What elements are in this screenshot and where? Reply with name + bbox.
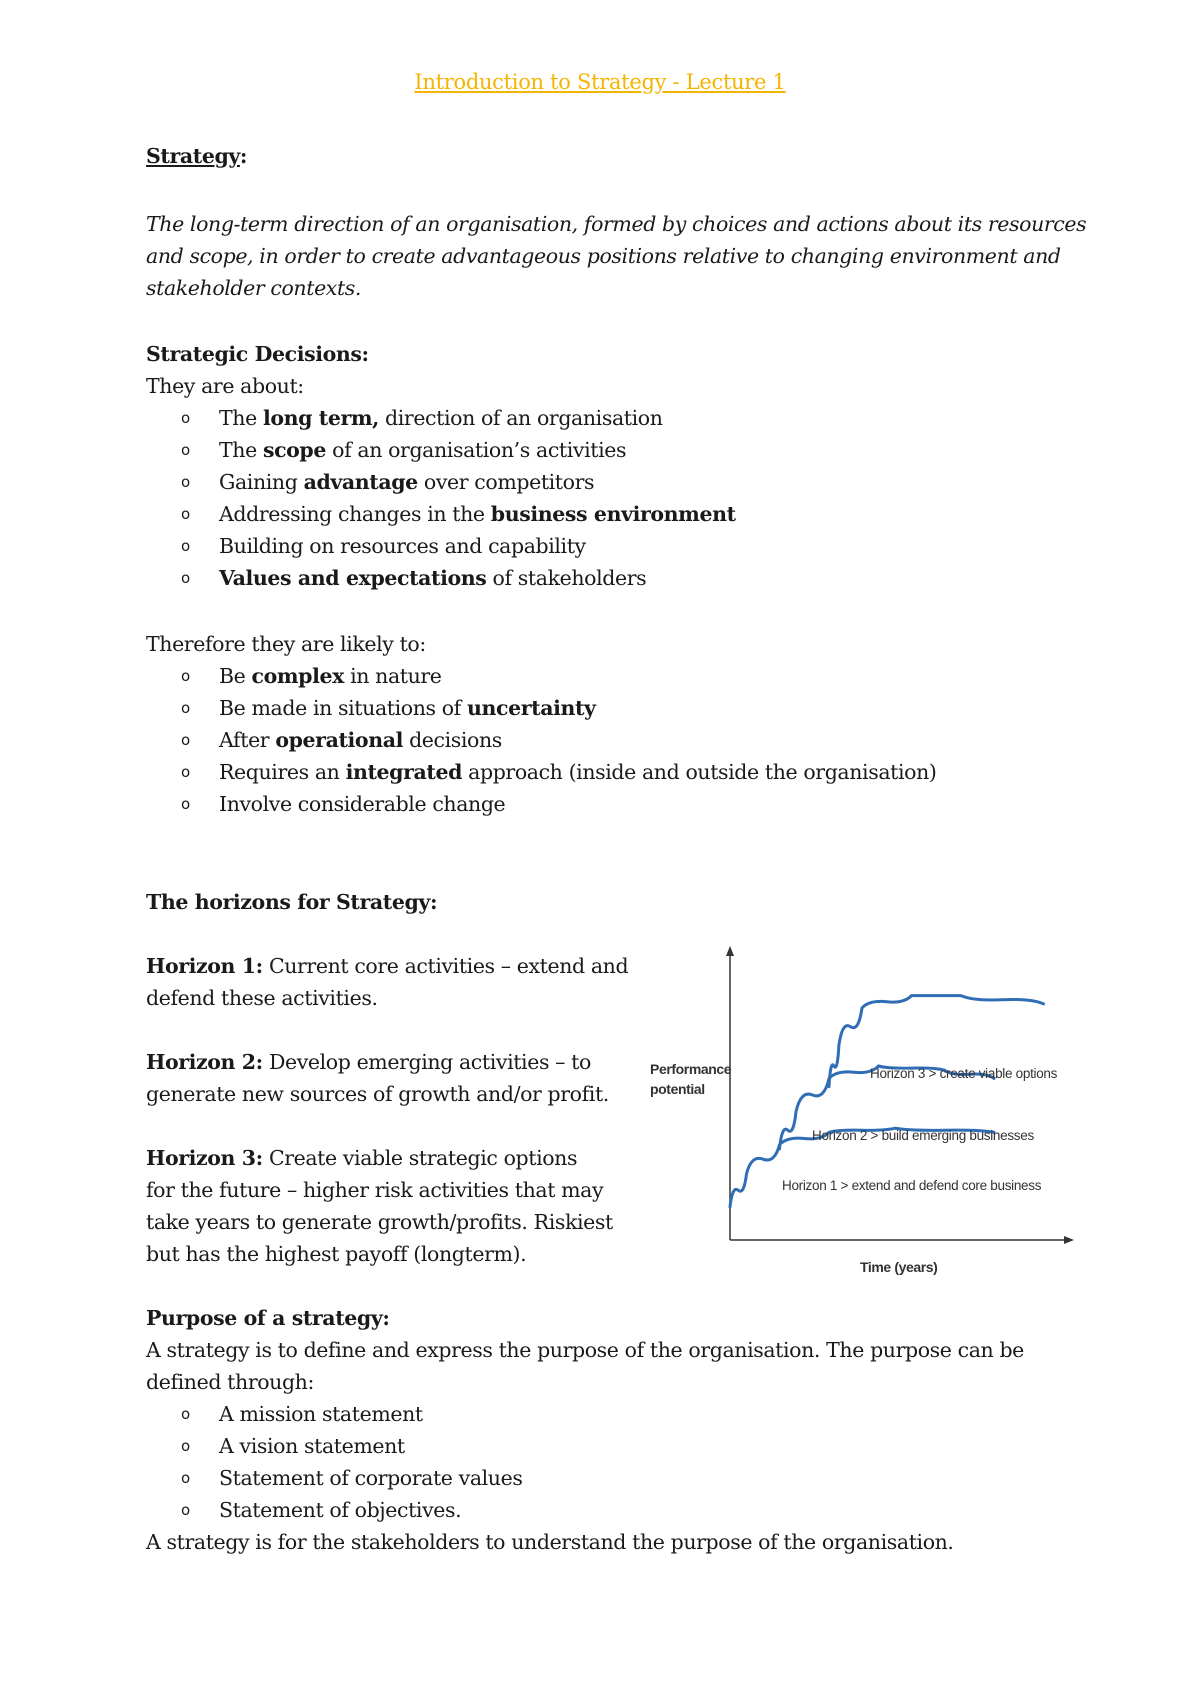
- list-item: [181, 530, 586, 562]
- decisions-heading: Strategic Decisions:: [146, 342, 369, 366]
- chart-series: [730, 996, 1044, 1207]
- bullet-icon: o: [181, 667, 190, 685]
- list-item-post: of stakeholders: [486, 566, 647, 590]
- bullet-icon: o: [181, 763, 190, 781]
- list-item-pre: Requires an: [219, 760, 346, 784]
- likely-intro: Therefore they are likely to:: [146, 632, 426, 656]
- bullet-icon: o: [181, 1469, 190, 1487]
- list-item: [181, 498, 736, 530]
- list-item-pre: Gaining: [219, 470, 304, 494]
- y-axis-label: potential: [650, 1081, 705, 1097]
- horizon-1-label: Horizon 1:: [146, 954, 263, 978]
- strategy-heading-text: Strategy: [146, 144, 240, 168]
- list-item: [181, 788, 505, 820]
- horizon-1-text: Current core activities – extend and: [262, 954, 629, 978]
- purpose-heading: Purpose of a strategy:: [146, 1306, 390, 1330]
- horizons-chart: [640, 940, 1080, 1280]
- bullet-icon: o: [181, 699, 190, 717]
- list-item: [181, 402, 663, 434]
- bullet-icon: o: [181, 409, 190, 427]
- list-item-bold: operational: [275, 728, 403, 752]
- horizons-heading: The horizons for Strategy:: [146, 890, 438, 914]
- horizon-3-line-1: [146, 1142, 577, 1174]
- list-item: [181, 660, 442, 692]
- bullet-icon: o: [181, 537, 190, 555]
- list-item-post: decisions: [402, 728, 502, 752]
- list-item-bold: uncertainty: [466, 696, 596, 720]
- horizon-3-label: Horizon 3:: [146, 1146, 263, 1170]
- list-item-bold: business environment: [490, 502, 736, 526]
- x-axis-label: Time (years): [860, 1259, 938, 1275]
- series-label: Horizon 2 > build emerging businesses: [812, 1128, 1034, 1143]
- list-item-text: A mission statement: [219, 1402, 423, 1426]
- bullet-icon: o: [181, 505, 190, 523]
- x-axis-arrow-icon: [1064, 1236, 1074, 1244]
- list-item-pre: Addressing changes in the: [219, 502, 491, 526]
- list-item-pre: Building on resources and capability: [219, 534, 586, 558]
- list-item-pre: After: [219, 728, 276, 752]
- y-axis-arrow-icon: [726, 946, 734, 956]
- list-item-post: in nature: [343, 664, 442, 688]
- list-item-bold: complex: [251, 664, 344, 688]
- horizon-3-text: Create viable strategic options: [262, 1146, 578, 1170]
- bullet-icon: o: [181, 731, 190, 749]
- horizon-2-text: Develop emerging activities – to: [262, 1050, 591, 1074]
- series-label: Horizon 3 > create viable options: [870, 1066, 1058, 1081]
- bullet-icon: o: [181, 1437, 190, 1455]
- list-item-bold: Values and expectations: [219, 566, 487, 590]
- chart-labels: [650, 1061, 1058, 1275]
- strategy-definition-line-1: The long-term direction of an organisation, formed by choices and actions about its resources: [146, 212, 1087, 236]
- purpose-line-1: A strategy is to define and express the purpose of the organisation. The purpose can be: [146, 1338, 1024, 1362]
- horizon-1-line-1: [146, 950, 628, 982]
- list-item-pre: Be made in situations of: [219, 696, 467, 720]
- horizon-2-line-1: [146, 1046, 591, 1078]
- list-item: [181, 466, 594, 498]
- bullet-icon: o: [181, 441, 190, 459]
- strategy-heading-colon: :: [239, 144, 248, 168]
- bullet-icon: o: [181, 1405, 190, 1423]
- list-item-text: A vision statement: [219, 1434, 405, 1458]
- purpose-closing: A strategy is for the stakeholders to understand the purpose of the organisation.: [146, 1530, 954, 1554]
- strategy-definition-line-3: stakeholder contexts.: [146, 276, 362, 300]
- bullet-icon: o: [181, 1501, 190, 1519]
- list-item-pre: The: [219, 438, 263, 462]
- list-item-text: Statement of objectives.: [219, 1498, 462, 1522]
- strategy-heading: [146, 140, 247, 172]
- bullet-icon: o: [181, 569, 190, 587]
- list-item-pre: Involve considerable change: [219, 792, 506, 816]
- horizon-2-label: Horizon 2:: [146, 1050, 263, 1074]
- y-axis-label: Performance: [650, 1061, 732, 1077]
- series-label: Horizon 1 > extend and defend core business: [782, 1178, 1042, 1193]
- list-item-post: direction of an organisation: [378, 406, 663, 430]
- bullet-icon: o: [181, 473, 190, 491]
- horizon-2-line-2: generate new sources of growth and/or profit.: [146, 1082, 609, 1106]
- horizon-3-line-4: but has the highest payoff (longterm).: [146, 1242, 527, 1266]
- list-item-post: approach (inside and outside the organisation): [462, 760, 937, 784]
- purpose-line-2: defined through:: [146, 1370, 314, 1394]
- list-item: [181, 724, 502, 756]
- list-item: [181, 1398, 423, 1430]
- list-item-bold: long term,: [262, 406, 379, 430]
- list-item-post: of an organisation’s activities: [326, 438, 627, 462]
- horizon-1-line-2: defend these activities.: [146, 986, 378, 1010]
- list-item: [181, 1494, 461, 1526]
- strategy-definition-line-2: and scope, in order to create advantageous positions relative to changing environment and: [146, 244, 1061, 268]
- list-item: [181, 434, 626, 466]
- list-item-pre: Be: [219, 664, 252, 688]
- list-item: [181, 756, 937, 788]
- chart-axes: [726, 946, 1074, 1244]
- list-item: [181, 1430, 405, 1462]
- list-item: [181, 562, 646, 594]
- list-item-bold: scope: [262, 438, 327, 462]
- list-item-pre: The: [219, 406, 263, 430]
- list-item: [181, 1462, 522, 1494]
- list-item: [181, 692, 596, 724]
- list-item-post: over competitors: [417, 470, 595, 494]
- list-item-bold: integrated: [345, 760, 463, 784]
- horizon-3-line-3: take years to generate growth/profits. Riskiest: [146, 1210, 613, 1234]
- bullet-icon: o: [181, 795, 190, 813]
- document-title: Introduction to Strategy - Lecture 1: [414, 70, 786, 94]
- list-item-bold: advantage: [303, 470, 418, 494]
- decisions-intro: They are about:: [146, 374, 304, 398]
- list-item-text: Statement of corporate values: [219, 1466, 523, 1490]
- horizon-3-line-2: for the future – higher risk activities that may: [146, 1178, 604, 1202]
